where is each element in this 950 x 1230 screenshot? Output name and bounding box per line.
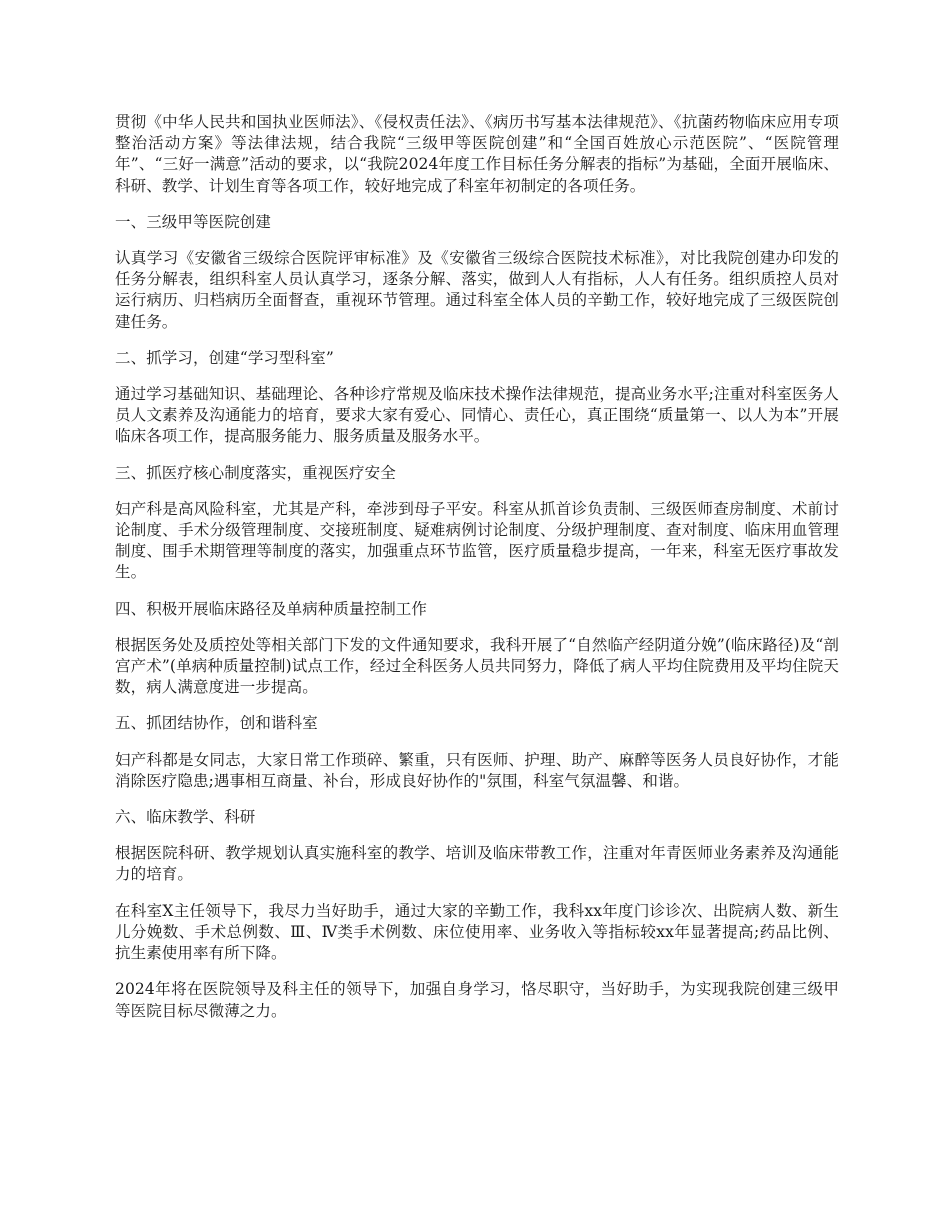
section-heading-5: 五、抓团结协作，创和谐科室: [115, 714, 318, 733]
document-body: [115, 112, 839, 1037]
section-heading-1: 一、三级甲等医院创建: [115, 212, 272, 231]
section-heading-6: 六、临床教学、科研: [115, 808, 256, 827]
section-heading-3: 三、抓医疗核心制度落实，重视医疗安全: [115, 463, 396, 482]
section-heading-4: 四、积极开展临床路径及单病种质量控制工作: [115, 599, 428, 618]
intro-paragraph: 贯彻《中华人民共和国执业医师法》、《侵权责任法》、《病历书写基本法律规范》、《抗菌药物临床应用专项整治活动方案》等法律法规，结合我院“三级甲等医院创建”和“全国百姓放心示范医院”、“医院管理年”、“三好一满意”活动的要求，以“我院2024年度工作目标任务分解表的指标”为基础，全面开展临床、科研、教学、计划生育等各项工作，较好地完成了科室年初制定的各项任务。: [115, 113, 839, 195]
section-2-paragraph: 通过学习基础知识、基础理论、各种诊疗常规及临床技术操作法律规范，提高业务水平;注重对科室医务人员人文素养及沟通能力的培育，要求大家有爱心、同情心、责任心，真正围绕“质量第一、以人为本”开展临床各项工作，提高服务能力、服务质量及服务水平。: [115, 385, 839, 446]
section-3-paragraph: 妇产科是高风险科室，尤其是产科，牵涉到母子平安。科室从抓首诊负责制、三级医师查房制度、术前讨论制度、手术分级管理制度、交接班制度、疑难病例讨论制度、分级护理制度、查对制度、临床用血管理制度、围手术期管理等制度的落实，加强重点环节监管，医疗质量稳步提高，一年来，科室无医疗事故发生。: [115, 499, 839, 582]
section-5-paragraph: 妇产科都是女同志，大家日常工作琐碎、繁重，只有医师、护理、助产、麻醉等医务人员良好协作，才能消除医疗隐患;遇事相互商量、补台，形成良好协作的"氛围，科室气氛温馨、和谐。: [115, 750, 839, 790]
section-4-paragraph: 根据医务处及质控处等相关部门下发的文件通知要求，我科开展了“自然临产经阴道分娩”(临床路径)及“剖宫产术”(单病种质量控制)试点工作，经过全科医务人员共同努力，降低了病人平均住院费用及平均住院天数，病人满意度进一步提高。: [115, 635, 839, 697]
achievement-paragraph: 在科室X主任领导下，我尽力当好助手，通过大家的辛勤工作，我科xx年度门诊诊次、出院病人数、新生儿分娩数、手术总例数、Ⅲ、Ⅳ类手术例数、床位使用率、业务收入等指标较xx年显著提高;药品比例、抗生素使用率有所下降。: [115, 901, 839, 963]
section-heading-2: 二、抓学习，创建“学习型科室”: [115, 348, 334, 367]
section-1-paragraph: 认真学习《安徽省三级综合医院评审标准》及《安徽省三级综合医院技术标准》，对比我院创建办印发的任务分解表，组织科室人员认真学习，逐条分解、落实，做到人人有指标，人人有任务。组织质控人员对运行病历、归档病历全面督查，重视环节管理。通过科室全体人员的辛勤工作，较好地完成了三级医院创建任务。: [115, 249, 839, 331]
closing-paragraph: 2024年将在医院领导及科主任的领导下，加强自身学习，恪尽职守，当好助手，为实现我院创建三级甲等医院目标尽微薄之力。: [115, 980, 839, 1020]
section-6-paragraph: 根据医院科研、教学规划认真实施科室的教学、培训及临床带教工作，注重对年青医师业务素养及沟通能力的培育。: [115, 844, 839, 884]
